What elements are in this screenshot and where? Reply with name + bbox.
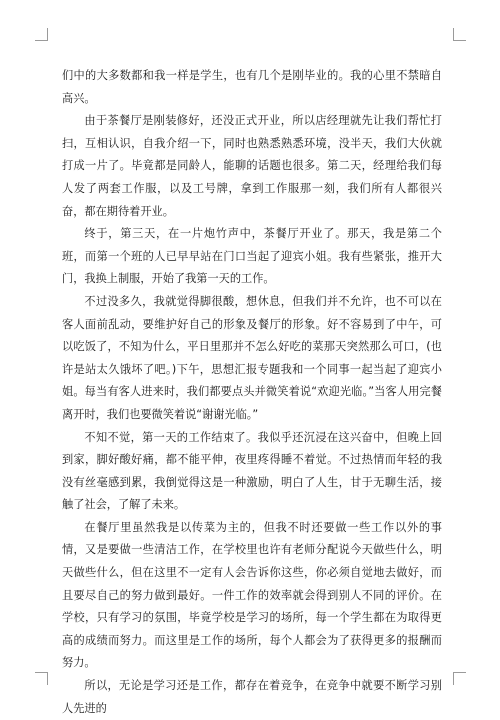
- paragraph: 所以，无论是学习还是工作，都存在着竞争，在竞争中就要不断学习别人先进的: [62, 679, 442, 715]
- paragraph: 终于，第三天，在一片炮竹声中，茶餐厅开业了。那天，我是第二个班，而第一个班的人已早早站在门口当起了迎宾小姐。我有些紧张，推开大门，我换上制服，开始了我第一天的工作。: [62, 227, 442, 286]
- crop-mark-bottom-right: [453, 672, 466, 685]
- document-body: [62, 65, 442, 720]
- crop-mark-top-right: [453, 28, 466, 41]
- crop-mark-top-left: [35, 28, 48, 41]
- crop-mark-bottom-left: [35, 672, 48, 685]
- paragraph: 们中的大多数都和我一样是学生，也有几个是刚毕业的。我的心里不禁暗自高兴。: [62, 69, 442, 105]
- paragraph: 在餐厅里虽然我是以传菜为主的，但我不时还要做一些工作以外的事情，又是要做一些清洁工作，在学校里也许有老师分配说今天做些什么，明天做些什么，但在这里不一定有人会告诉你这些，你必须自觉地去做好，而且要尽自己的努力做到最好。一件工作的效率就会得到别人不同的评价。在学校，只有学习的氛围，毕竟学校是学习的场所，每一个学生都在为取得更高的成绩而努力。而这里是工作的场所，每个人都会为了获得更多的报酬而努力。: [62, 520, 442, 670]
- paragraph: 不过没多久，我就觉得脚很酸，想休息，但我们并不允许，也不可以在客人面前乱动，要维护好自己的形象及餐厅的形象。好不容易到了中午，可以吃饭了，不知为什么，平日里那并不怎么好吃的菜那天突然那么可口，(也许是站太久饿坏了吧。)下午，思想汇报专题我和一个同事一起当起了迎宾小姐。每当有客人进来时，我们都要点头并微笑着说“欢迎光临。”当客人用完餐离开时，我们也要微笑着说“谢谢光临。”: [62, 294, 442, 421]
- paragraph: 不知不觉，第一天的工作结束了。我似乎还沉浸在这兴奋中，但晚上回到家，脚好酸好痛，都不能平伸，夜里疼得睡不着觉。不过热情而年轻的我没有丝毫感到累，我倒觉得这是一种激励，明白了人生，甘于无聊生活，接触了社会，了解了未来。: [62, 430, 442, 512]
- paragraph: 由于茶餐厅是刚装修好，还没正式开业，所以店经理就先让我们帮忙打扫，互相认识，自我介绍一下，同时也熟悉熟悉环境，没半天，我们大伙就打成一片了。毕竟都是同龄人，能聊的话题也很多。第二天，经理给我们每人发了两套工作服，以及工号牌，拿到工作服那一刻，我们所有人都很兴奋，都在期待着开业。: [62, 114, 442, 218]
